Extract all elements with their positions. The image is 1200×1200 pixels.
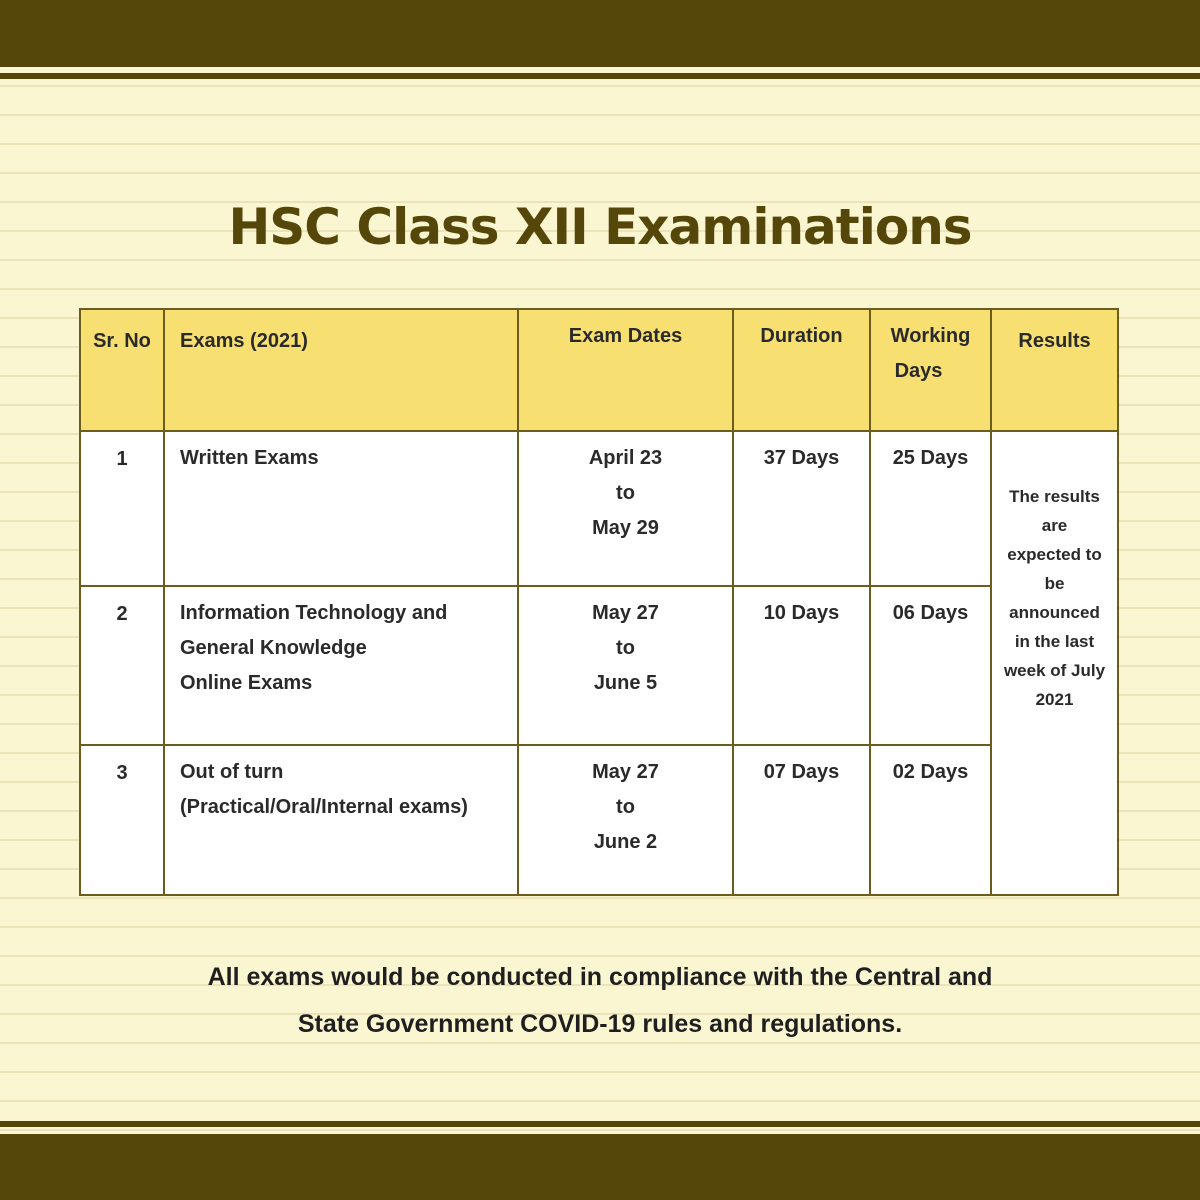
row-exam-name [164, 745, 518, 895]
exam-line: Written Exams [180, 447, 319, 469]
table-row [80, 586, 1118, 745]
exam-line: Information Technology and [180, 602, 448, 624]
row-exam-dates [518, 431, 733, 586]
results-line: are [1041, 516, 1068, 535]
header-working-line2: Days [894, 360, 943, 382]
exam-line: General Knowledge [180, 637, 367, 659]
table-header-row [80, 309, 1118, 431]
top-band [0, 0, 1200, 67]
row-duration: 10 Days [733, 586, 870, 745]
results-line: in the last [1014, 632, 1095, 651]
footer-line: All exams would be conducted in compliance with the Central and [207, 963, 993, 991]
results-line: week of July [1003, 661, 1106, 680]
header-working-days [870, 309, 991, 431]
results-line: be [1044, 574, 1065, 593]
row-exam-dates [518, 745, 733, 895]
date-to: to [616, 796, 635, 818]
header-working-line1: Working [890, 325, 971, 347]
exam-schedule-table [79, 308, 1119, 896]
results-note [991, 431, 1118, 895]
row-sr-no: 3 [80, 745, 164, 895]
footer-note [0, 954, 1200, 1048]
footer-line: State Government COVID-19 rules and regulations. [297, 1010, 903, 1038]
results-line: The results [1009, 487, 1100, 506]
bottom-divider-line [0, 1121, 1200, 1127]
row-duration: 07 Days [733, 745, 870, 895]
exam-line: (Practical/Oral/Internal exams) [180, 796, 468, 818]
row-working-days: 06 Days [870, 586, 991, 745]
table-row [80, 431, 1118, 586]
bottom-band [0, 1134, 1200, 1200]
results-line: 2021 [1035, 690, 1074, 709]
date-to: to [616, 637, 635, 659]
header-exam-dates: Exam Dates [518, 309, 733, 431]
date-end: May 29 [592, 517, 659, 539]
row-sr-no: 1 [80, 431, 164, 586]
date-to: to [616, 482, 635, 504]
header-sr-no: Sr. No [80, 309, 164, 431]
page-title: HSC Class XII Examinations [228, 198, 972, 256]
row-exam-name [164, 586, 518, 745]
header-duration: Duration [733, 309, 870, 431]
results-line: expected to [1007, 545, 1102, 564]
date-end: June 2 [593, 831, 658, 853]
row-working-days: 02 Days [870, 745, 991, 895]
table-row [80, 745, 1118, 895]
date-start: April 23 [588, 447, 663, 469]
row-duration: 37 Days [733, 431, 870, 586]
date-end: June 5 [593, 672, 658, 694]
row-working-days: 25 Days [870, 431, 991, 586]
row-exam-name [164, 431, 518, 586]
row-exam-dates [518, 586, 733, 745]
exam-line: Online Exams [180, 672, 313, 694]
date-start: May 27 [592, 761, 659, 783]
date-start: May 27 [592, 602, 659, 624]
top-divider-line [0, 73, 1200, 79]
header-results: Results [991, 309, 1118, 431]
row-sr-no: 2 [80, 586, 164, 745]
exam-line: Out of turn [180, 761, 284, 783]
header-exams: Exams (2021) [164, 309, 518, 431]
results-line: announced [1009, 603, 1100, 622]
